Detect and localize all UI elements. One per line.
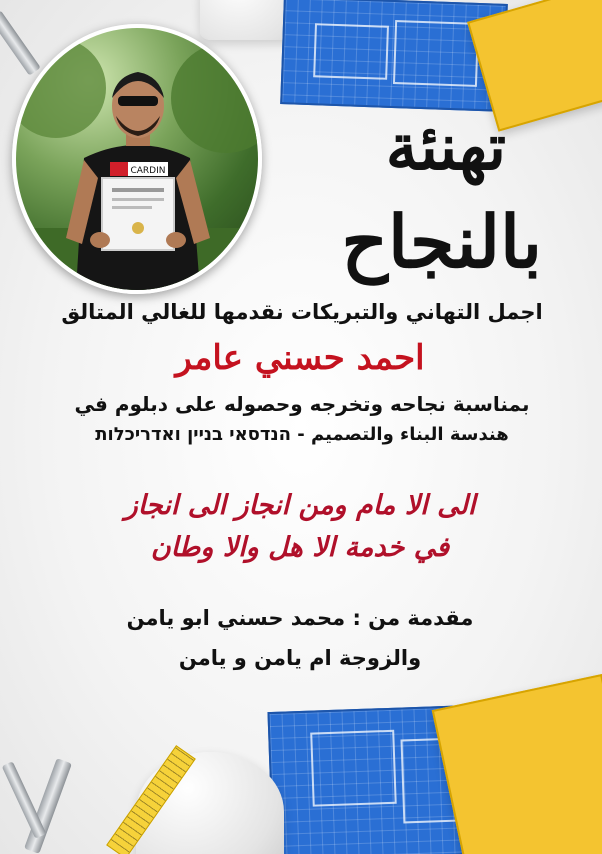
compass-icon [2, 761, 47, 839]
blueprint-room [393, 20, 479, 87]
presented-by-line-2: والزوجة ام يامن و يامن [178, 646, 422, 670]
occasion-line-1: بمناسبة نجاحه وتخرجه وحصوله على دبلوم في [74, 392, 530, 416]
occasion-line-2: هندسة البناء والتصميم - הנדסאי בניין ואדריכלות [95, 424, 509, 445]
wish-line-2: في خدمة الا هل والا وطان [150, 532, 450, 563]
blueprint-room [313, 23, 389, 80]
graduate-photo [12, 24, 262, 294]
honoree-name: احمد حسني عامر [175, 338, 425, 378]
title-on-success: بالنجاح [341, 199, 542, 284]
notebook-icon [432, 674, 602, 854]
title-congratulations: تهنئة [385, 110, 506, 185]
presented-by-line-1: مقدمة من : محمد حسني ابو يامن [126, 606, 474, 630]
wish-line-1: الى الا مام ومن انجاز الى انجاز [124, 490, 476, 521]
greeting-text: اجمل التهاني والتبريكات نقدمها للغالي المتالق [61, 300, 543, 324]
person-illustration [16, 28, 258, 290]
caliper-icon [0, 10, 41, 75]
blueprint-sheet-top [280, 0, 508, 112]
shirt-logo-text: CARDIN [130, 166, 166, 176]
blueprint-room [310, 730, 397, 807]
